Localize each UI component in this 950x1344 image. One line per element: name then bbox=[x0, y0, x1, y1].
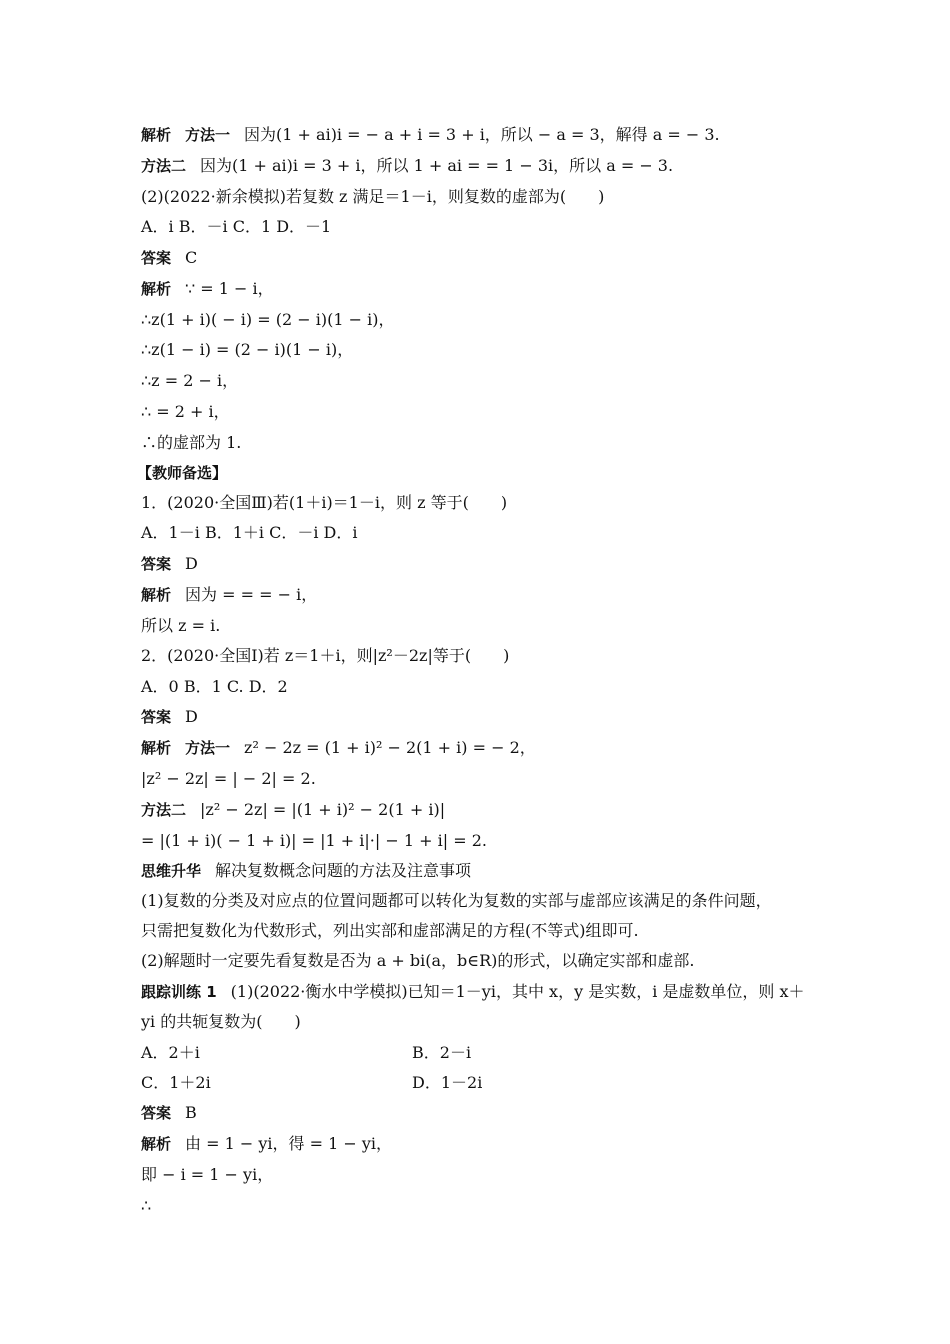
label-analysis: 解析 bbox=[141, 739, 172, 757]
label-answer: 答案 bbox=[141, 1104, 172, 1122]
label-answer: 答案 bbox=[141, 249, 172, 267]
choices-text: A．i B．－i C．1 D．－1 bbox=[141, 217, 332, 236]
text-line bbox=[141, 278, 274, 300]
text-line bbox=[141, 432, 241, 454]
label-answer: 答案 bbox=[141, 708, 172, 726]
label-method-two: 方法二 bbox=[141, 157, 187, 175]
text-line bbox=[141, 247, 197, 269]
text-line bbox=[141, 981, 805, 1003]
question-text: (2)(2022·新余模拟)若复数 z 满足＝1－i，则复数的虚部为( ) bbox=[141, 187, 605, 206]
line-text: 所以 z = i. bbox=[141, 616, 221, 635]
text-line bbox=[141, 1164, 273, 1186]
text-line bbox=[141, 676, 288, 698]
text-line bbox=[141, 1102, 197, 1124]
answer-value: D bbox=[185, 554, 198, 573]
option-a bbox=[141, 1042, 200, 1064]
text-line bbox=[141, 339, 353, 361]
text-line bbox=[141, 124, 720, 146]
option-text: B．2－i bbox=[412, 1043, 472, 1062]
option-b bbox=[412, 1042, 471, 1064]
label-thinking-upgrade: 思维升华 bbox=[141, 862, 202, 880]
label-follow-up-training: 跟踪训练 1 bbox=[141, 983, 217, 1001]
text-line bbox=[141, 1195, 151, 1217]
line-text: 由 = 1 − yi，得 = 1 − yi， bbox=[185, 1134, 393, 1153]
text-line bbox=[141, 1133, 392, 1155]
line-text: 只需把复数化为代数形式，列出实部和虚部满足的方程(不等式)组即可. bbox=[141, 921, 639, 940]
text-line bbox=[141, 186, 604, 208]
text-line bbox=[141, 799, 445, 821]
choices-text: A．1－i B．1＋i C．－i D．i bbox=[141, 523, 358, 542]
line-text: 因为 = = = − i， bbox=[185, 585, 318, 604]
line-text: = |(1 + i)( − 1 + i)| = |1 + i|·| − 1 + i| = 2. bbox=[141, 831, 487, 850]
text-line bbox=[141, 553, 198, 575]
label-method-one: 方法一 bbox=[185, 739, 231, 757]
answer-value: C bbox=[185, 248, 198, 267]
line-text: ∵ = 1 − i， bbox=[185, 279, 274, 298]
question-text: yi 的共轭复数为( ) bbox=[141, 1012, 301, 1031]
option-text: A．2＋i bbox=[141, 1043, 200, 1062]
label-method-one: 方法一 bbox=[185, 126, 231, 144]
option-text: D．1－2i bbox=[412, 1073, 483, 1092]
label-analysis: 解析 bbox=[141, 280, 172, 298]
text-line bbox=[141, 155, 673, 177]
line-text: |z² − 2z| = | − 2| = 2. bbox=[141, 769, 316, 788]
text-line bbox=[141, 860, 471, 882]
question-text: 1．(2020·全国Ⅲ)若(1＋i)＝1－i，则 z 等于( ) bbox=[141, 493, 508, 512]
line-text: (1)复数的分类及对应点的位置问题都可以转化为复数的实部与虚部应该满足的条件问题， bbox=[141, 891, 772, 910]
line-text: 解决复数概念问题的方法及注意事项 bbox=[215, 861, 472, 880]
question-text: 2．(2020·全国Ⅰ)若 z＝1＋i，则|z²－2z|等于( ) bbox=[141, 646, 510, 665]
line-text: z² − 2z = (1 + i)² − 2(1 + i) = − 2， bbox=[244, 738, 536, 757]
label-answer: 答案 bbox=[141, 555, 172, 573]
text-line bbox=[141, 1011, 301, 1033]
choices-text: A．0 B．1 C. D．2 bbox=[141, 677, 288, 696]
text-line bbox=[141, 522, 357, 544]
label-method-two: 方法二 bbox=[141, 801, 187, 819]
text-line bbox=[141, 737, 536, 759]
text-line bbox=[141, 492, 507, 514]
section-heading bbox=[137, 462, 227, 484]
text-line bbox=[141, 706, 198, 728]
option-d bbox=[412, 1072, 482, 1094]
label-analysis: 解析 bbox=[141, 126, 172, 144]
question-text: (1)(2022·衡水中学模拟)已知＝1－yi，其中 x，y 是实数，i 是虚数单位，则 x＋ bbox=[230, 982, 805, 1001]
option-text: C．1＋2i bbox=[141, 1073, 211, 1092]
text-line bbox=[141, 370, 238, 392]
line-text: 因为(1 + ai)i = − a + i = 3 + i，所以 − a = 3，解得 a = − 3. bbox=[244, 125, 720, 144]
line-text: ∴的虚部为 1. bbox=[141, 433, 242, 452]
text-line bbox=[141, 830, 487, 852]
teacher-selected-heading: 【教师备选】 bbox=[137, 464, 228, 482]
text-line bbox=[141, 401, 230, 423]
label-analysis: 解析 bbox=[141, 586, 172, 604]
text-line bbox=[141, 950, 694, 972]
text-line bbox=[141, 309, 394, 331]
line-text: ∴ bbox=[141, 1196, 152, 1215]
line-text: ∴z = 2 − i， bbox=[141, 371, 239, 390]
text-line bbox=[141, 768, 316, 790]
text-line bbox=[141, 920, 639, 942]
text-line bbox=[141, 216, 331, 238]
line-text: 因为(1 + ai)i = 3 + i，所以 1 + ai = = 1 − 3i，所以 a = − 3. bbox=[200, 156, 674, 175]
option-c bbox=[141, 1072, 211, 1094]
text-line bbox=[141, 645, 509, 667]
line-text: ∴z(1 + i)( − i) = (2 − i)(1 − i)， bbox=[141, 310, 395, 329]
text-line bbox=[141, 584, 317, 606]
answer-value: B bbox=[185, 1103, 197, 1122]
text-line bbox=[141, 615, 220, 637]
line-text: 即 − i = 1 − yi， bbox=[141, 1165, 274, 1184]
line-text: ∴z(1 − i) = (2 − i)(1 − i)， bbox=[141, 340, 354, 359]
line-text: ∴ = 2 + i， bbox=[141, 402, 230, 421]
label-analysis: 解析 bbox=[141, 1135, 172, 1153]
line-text: |z² − 2z| = |(1 + i)² − 2(1 + i)| bbox=[200, 800, 446, 819]
line-text: (2)解题时一定要先看复数是否为 a + bi(a，b∈R)的形式，以确定实部和虚部. bbox=[141, 951, 695, 970]
text-line bbox=[141, 890, 772, 912]
answer-value: D bbox=[185, 707, 198, 726]
